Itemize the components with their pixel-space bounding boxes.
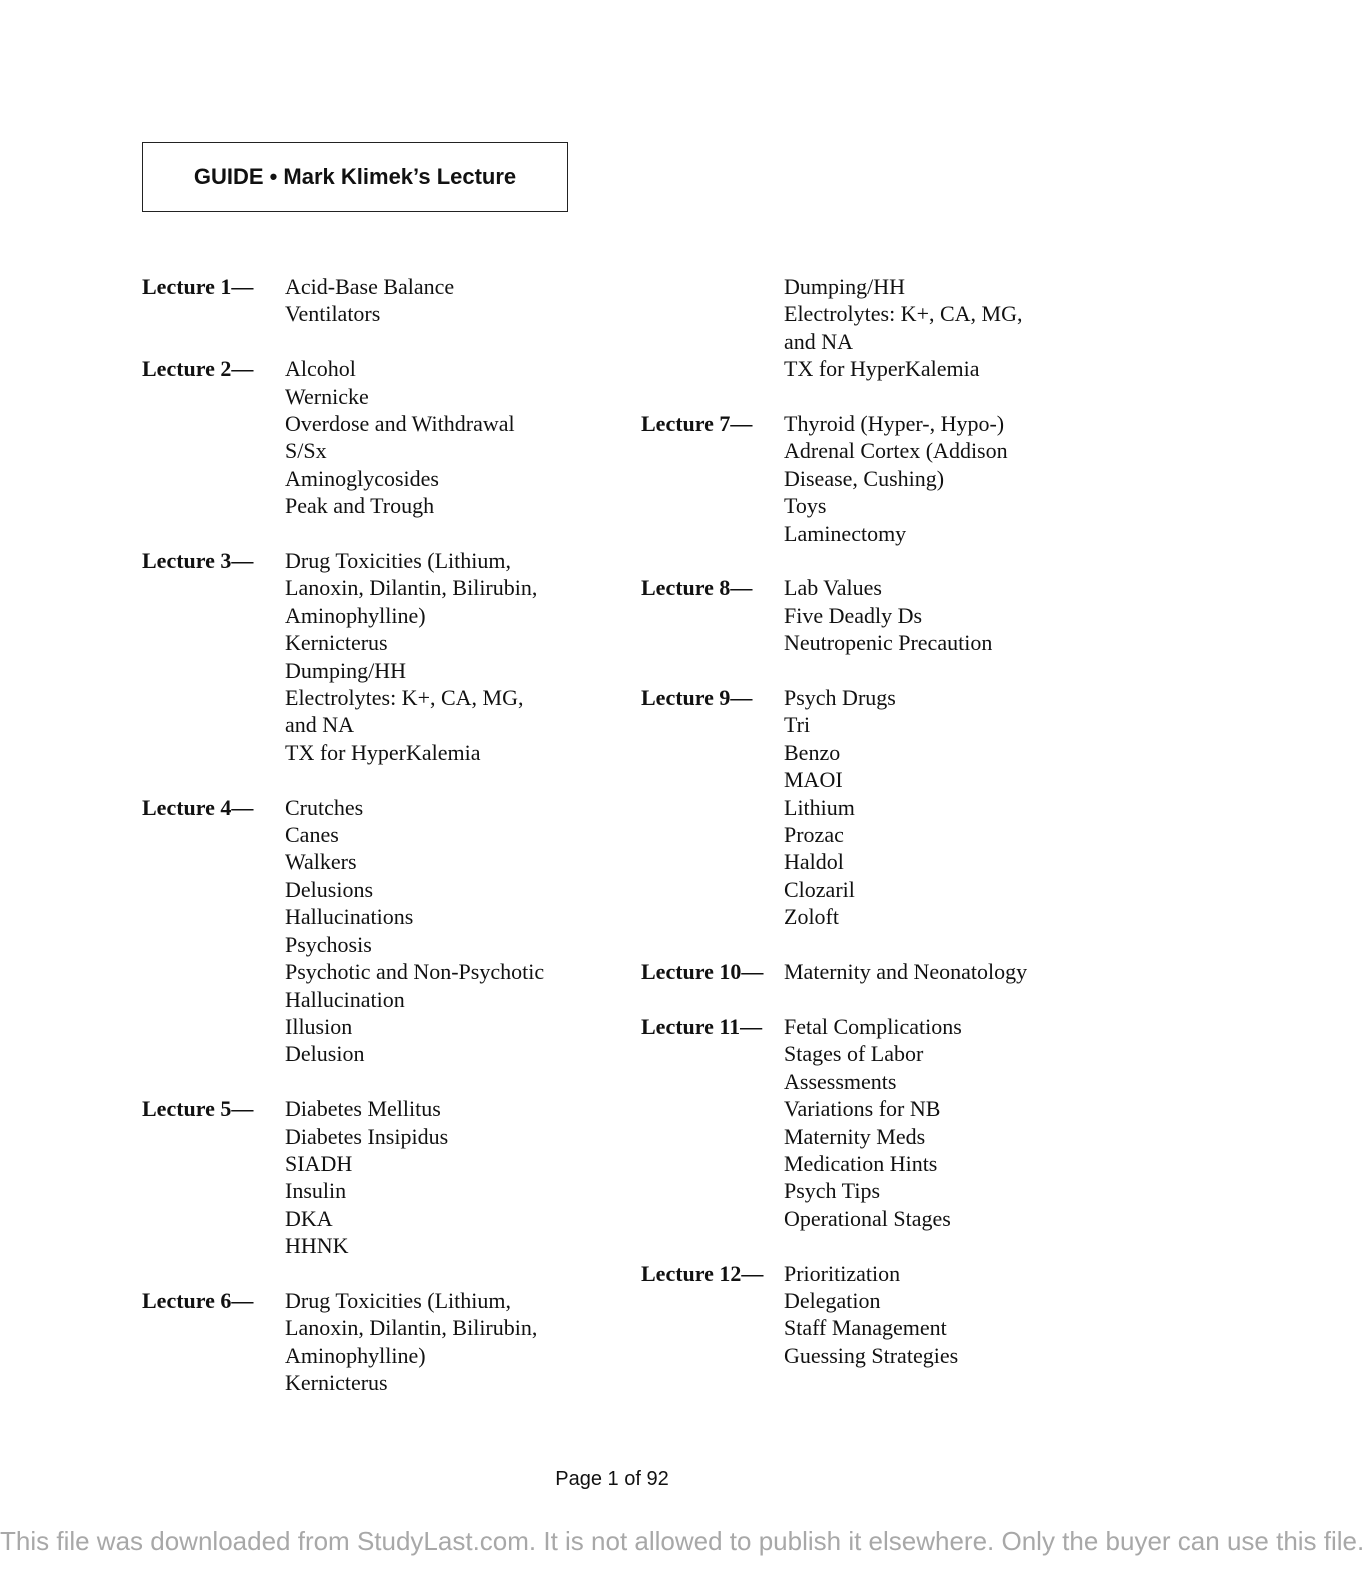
lecture-topic: Dumping/HH bbox=[285, 657, 406, 683]
lecture-topic: Zoloft bbox=[784, 904, 839, 930]
lecture-topic: Drug Toxicities (Lithium, bbox=[285, 548, 511, 574]
document-title-box bbox=[142, 142, 568, 212]
lecture-topic: Staff Management bbox=[784, 1315, 947, 1341]
lecture-topic: Illusion bbox=[285, 1013, 353, 1039]
lecture-topic: Alcohol bbox=[285, 356, 356, 382]
lecture-topic: Canes bbox=[285, 822, 339, 848]
lecture-entry bbox=[142, 1287, 592, 1397]
lecture-label: Lecture 1— bbox=[142, 274, 254, 299]
lecture-topic: Maternity and Neonatology bbox=[784, 959, 1028, 985]
lecture-topic: Aminoglycosides bbox=[285, 465, 439, 491]
lecture-topic: Walkers bbox=[285, 849, 357, 875]
lecture-topic: Electrolytes: K+, CA, MG, bbox=[285, 685, 524, 711]
lecture-entry bbox=[142, 355, 592, 519]
lecture-topic: Laminectomy bbox=[784, 520, 907, 546]
lecture-topic: Benzo bbox=[784, 739, 841, 765]
lecture-topic: Acid-Base Balance bbox=[285, 274, 455, 299]
lecture-label: Lecture 11— bbox=[641, 1013, 763, 1039]
lecture-topic: Haldol bbox=[784, 849, 844, 875]
document-title: GUIDE • Mark Klimek’s Lecture bbox=[193, 164, 517, 189]
lecture-topic: DKA bbox=[285, 1205, 333, 1231]
lecture-entry bbox=[142, 273, 592, 328]
lecture-topic: Five Deadly Ds bbox=[784, 602, 923, 628]
lecture-topic: Operational Stages bbox=[784, 1205, 951, 1231]
lecture-topic-list bbox=[784, 1260, 958, 1370]
lecture-entry bbox=[142, 794, 592, 1068]
lecture-topic-list bbox=[285, 1095, 448, 1259]
lecture-entry bbox=[641, 1260, 1091, 1370]
lecture-topic: Wernicke bbox=[285, 383, 369, 409]
lecture-topic: and NA bbox=[784, 328, 854, 354]
lecture-topic: Maternity Meds bbox=[784, 1123, 926, 1149]
lecture-6-continuation bbox=[641, 273, 1091, 383]
lecture-topic: Fetal Complications bbox=[784, 1013, 962, 1039]
lecture-topic: Lithium bbox=[784, 794, 855, 820]
page-number: Page 1 of 92 bbox=[555, 1468, 669, 1490]
lecture-label: Lecture 5— bbox=[142, 1096, 254, 1122]
lecture-topic: Toys bbox=[784, 493, 827, 519]
lecture-topic: HHNK bbox=[285, 1233, 349, 1259]
lecture-topic: Peak and Trough bbox=[285, 493, 435, 519]
lecture-entry bbox=[641, 574, 1091, 656]
lecture-topic: Variations for NB bbox=[784, 1096, 941, 1122]
lecture-topic: Diabetes Insipidus bbox=[285, 1123, 449, 1149]
lecture-label: Lecture 9— bbox=[641, 685, 753, 711]
lecture-topic: Guessing Strategies bbox=[784, 1342, 959, 1368]
lecture-topic: Disease, Cushing) bbox=[784, 465, 945, 491]
lecture-topic: Ventilators bbox=[285, 301, 381, 327]
lecture-topic-list bbox=[784, 958, 1027, 985]
lecture-topic: Delusions bbox=[285, 876, 373, 902]
lecture-topic-list bbox=[285, 355, 515, 519]
lecture-label: Lecture 3— bbox=[142, 548, 254, 574]
lecture-topic: Insulin bbox=[285, 1178, 347, 1204]
lecture-topic: Delusion bbox=[285, 1041, 365, 1067]
lecture-topic: SIADH bbox=[285, 1150, 353, 1176]
lecture-topic-list bbox=[285, 547, 537, 766]
lecture-topic: Aminophylline) bbox=[285, 602, 426, 628]
lecture-topic: Assessments bbox=[784, 1068, 897, 1094]
lecture-label: Lecture 6— bbox=[142, 1287, 254, 1313]
lecture-topic: Medication Hints bbox=[784, 1150, 938, 1176]
lecture-topic: Prioritization bbox=[784, 1260, 901, 1286]
lecture-topic: Psychosis bbox=[285, 931, 372, 957]
lecture-topic: Delegation bbox=[784, 1287, 881, 1313]
lecture-topic: Lanoxin, Dilantin, Bilirubin, bbox=[285, 1315, 538, 1341]
lecture-topic: and NA bbox=[285, 712, 355, 738]
lecture-topic: Psychotic and Non-Psychotic bbox=[285, 959, 545, 985]
lecture-topic-list bbox=[285, 794, 544, 1068]
lecture-topic: Neutropenic Precaution bbox=[784, 630, 993, 656]
lecture-topic: Dumping/HH bbox=[784, 274, 905, 299]
lecture-topic-list bbox=[285, 1287, 537, 1397]
lecture-topic: Aminophylline) bbox=[285, 1342, 426, 1368]
lecture-label: Lecture 10— bbox=[641, 959, 764, 985]
lecture-label: Lecture 12— bbox=[641, 1260, 764, 1286]
lecture-label: Lecture 7— bbox=[641, 411, 753, 437]
lecture-topic-list bbox=[285, 273, 454, 328]
lecture-topic: Adrenal Cortex (Addison bbox=[784, 438, 1008, 464]
lecture-topic-list bbox=[784, 684, 896, 931]
lecture-topic: Lab Values bbox=[784, 575, 882, 601]
lecture-topic: Hallucinations bbox=[285, 904, 414, 930]
lecture-entry bbox=[641, 410, 1091, 547]
download-watermark: This file was downloaded from StudyLast.com. It is not allowed to publish it elsewhere. Only the buyer can use this file. bbox=[0, 1526, 1364, 1556]
lecture-label: Lecture 2— bbox=[142, 356, 254, 382]
lecture-entry bbox=[641, 684, 1091, 931]
lecture-topic: Thyroid (Hyper-, Hypo-) bbox=[784, 411, 1005, 437]
lecture-topic-list bbox=[784, 1013, 962, 1232]
lecture-topic: Crutches bbox=[285, 794, 364, 820]
lecture-topic: MAOI bbox=[784, 767, 843, 793]
lecture-topic: Electrolytes: K+, CA, MG, bbox=[784, 301, 1023, 327]
lecture-topic: S/Sx bbox=[285, 438, 327, 464]
lecture-topic: TX for HyperKalemia bbox=[784, 356, 980, 382]
lecture-topic: Stages of Labor bbox=[784, 1041, 924, 1067]
lecture-topic: TX for HyperKalemia bbox=[285, 739, 481, 765]
lecture-topic: Psych Tips bbox=[784, 1178, 881, 1204]
lecture-topic: Prozac bbox=[784, 822, 844, 848]
lecture-label: Lecture 4— bbox=[142, 794, 254, 820]
lecture-topic: Kernicterus bbox=[285, 1370, 388, 1396]
right-column bbox=[641, 273, 1091, 1397]
lecture-topic: Kernicterus bbox=[285, 630, 388, 656]
lecture-topic: Clozaril bbox=[784, 876, 855, 902]
lecture-entry bbox=[142, 547, 592, 766]
lecture-topic: Overdose and Withdrawal bbox=[285, 411, 515, 437]
lecture-topic: Drug Toxicities (Lithium, bbox=[285, 1287, 511, 1313]
continuation-list bbox=[784, 273, 1091, 383]
lecture-topic: Hallucination bbox=[285, 986, 405, 1012]
lecture-topic: Lanoxin, Dilantin, Bilirubin, bbox=[285, 575, 538, 601]
lecture-topic-list bbox=[784, 410, 1008, 547]
lecture-entry bbox=[641, 958, 1091, 985]
lecture-topic-list bbox=[784, 574, 992, 656]
left-column bbox=[142, 273, 592, 1424]
lecture-topic: Psych Drugs bbox=[784, 685, 896, 711]
lecture-topic: Diabetes Mellitus bbox=[285, 1096, 441, 1122]
lecture-topic: Tri bbox=[784, 712, 811, 738]
lecture-entry bbox=[641, 1013, 1091, 1232]
lecture-label: Lecture 8— bbox=[641, 575, 753, 601]
lecture-entry bbox=[142, 1095, 592, 1259]
